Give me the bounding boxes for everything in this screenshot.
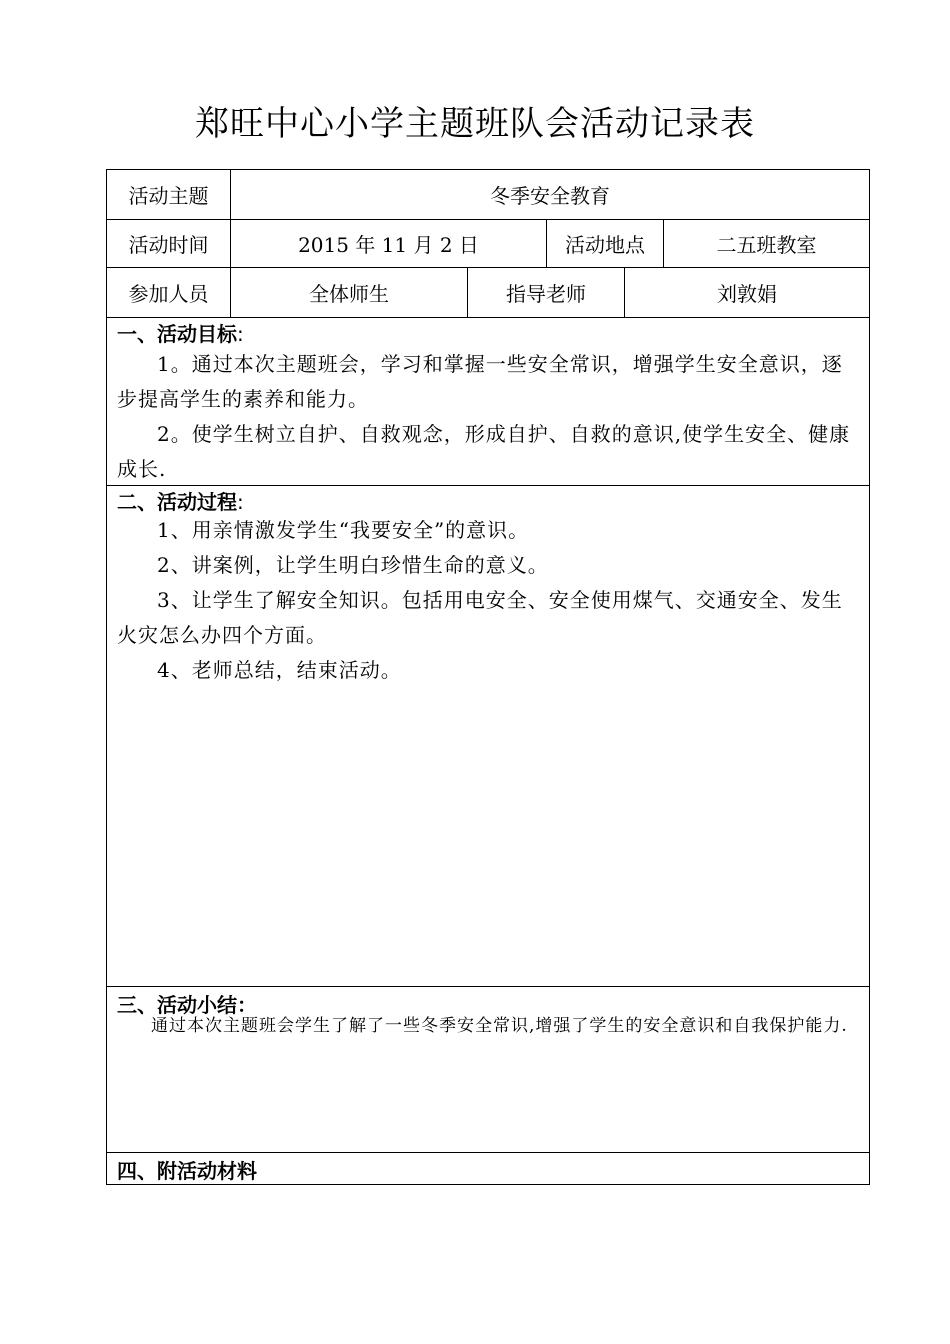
- process-section: [107, 486, 869, 987]
- summary-body: [117, 1015, 865, 1037]
- page-title: 郑旺中心小学主题班队会活动记录表: [195, 104, 755, 144]
- record-form: [106, 169, 870, 1185]
- materials-heading: 四、附活动材料: [117, 1159, 257, 1183]
- time-place-row: [107, 220, 869, 268]
- participants-row: [107, 268, 869, 318]
- materials-section: [107, 1153, 869, 1184]
- summary-text: 通过本次主题班会学生了解了一些冬季安全常识,增强了学生的安全意识和自我保护能力.: [151, 1016, 848, 1036]
- participants-label: 参加人员: [128, 282, 209, 306]
- theme-label: 活动主题: [128, 184, 209, 208]
- summary-section: [107, 987, 869, 1153]
- place-value: 二五班教室: [663, 220, 869, 267]
- process-item: 2、讲案例，让学生明白珍惜生命的意义。: [157, 553, 549, 577]
- process-heading-colon: :: [237, 490, 244, 514]
- goals-heading: [117, 318, 244, 347]
- process-item: 4、老师总结，结束活动。: [157, 658, 402, 682]
- goals-list: [117, 347, 862, 487]
- process-list: [117, 513, 862, 688]
- process-heading: [117, 486, 244, 515]
- place-label: 活动地点: [546, 220, 663, 267]
- goal-item: 2。使学生树立自护、自救观念，形成自护、自救的意识,使学生安全、健康成长.: [117, 422, 851, 481]
- process-item: 3、让学生了解安全知识。包括用电安全、安全使用煤气、交通安全、发生火灾怎么办四个方面。: [117, 588, 843, 647]
- summary-heading: 三、活动小结：: [117, 993, 257, 1017]
- theme-row: [107, 170, 869, 220]
- goal-item: 1。通过本次主题班会，学习和掌握一些安全常识，增强学生安全意识，逐步提高学生的素养和能力。: [117, 352, 843, 411]
- process-item: 1、用亲情激发学生“我要安全”的意识。: [157, 518, 530, 542]
- process-heading-text: 二、活动过程: [117, 490, 237, 514]
- time-value: 2015 年 11 月 2 日: [230, 220, 546, 267]
- teacher-value: 刘敦娟: [624, 268, 869, 317]
- goals-heading-text: 一、活动目标: [117, 322, 237, 346]
- theme-value: 冬季安全教育: [230, 170, 869, 219]
- time-label: 活动时间: [128, 233, 209, 257]
- participants-value: 全体师生: [230, 268, 467, 317]
- teacher-label: 指导老师: [467, 268, 624, 317]
- goals-heading-colon: :: [237, 322, 244, 346]
- goals-section: [107, 318, 869, 486]
